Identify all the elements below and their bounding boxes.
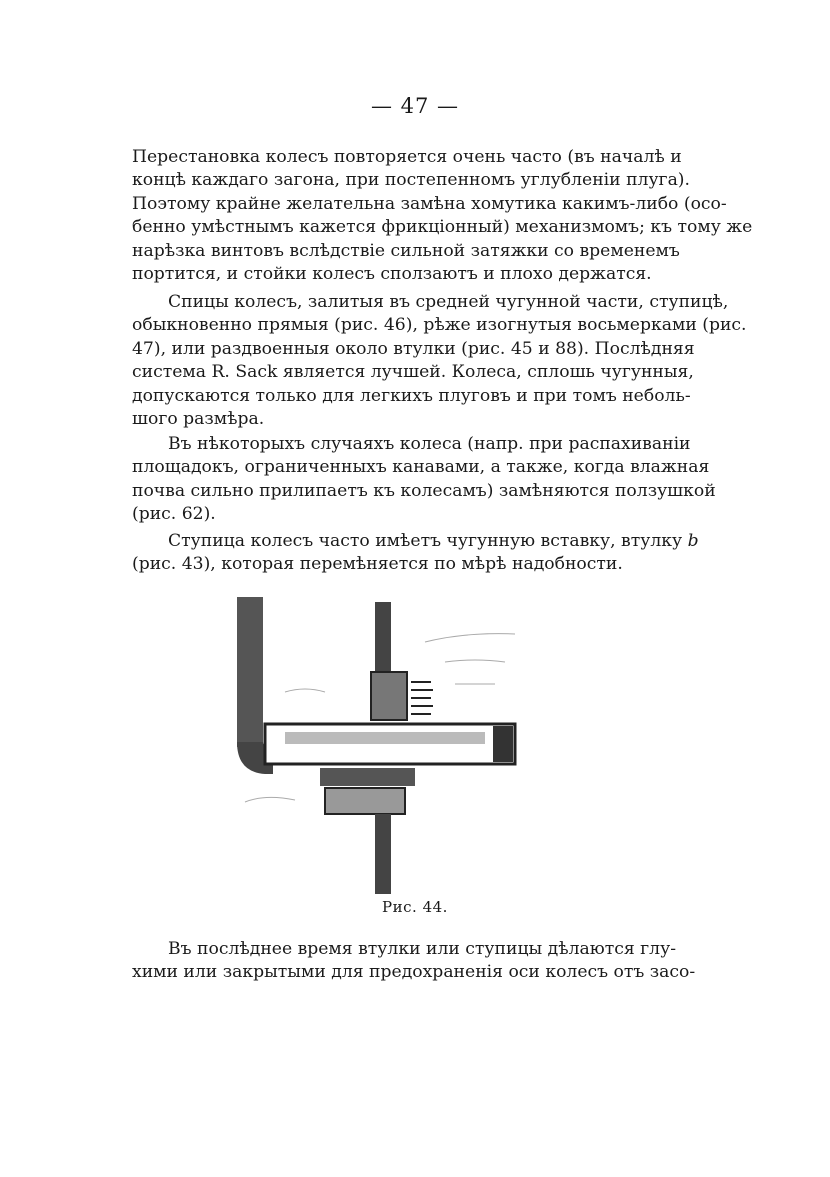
text-line: Перестановка колесъ повторяется очень часто (въ началѣ и [132,147,682,167]
figure-spindle-collar [371,672,407,720]
paragraph-3 [132,433,716,527]
figure-lower-plate [320,768,415,786]
figure-vertical-arm [237,597,263,747]
figure-caption: Рис. 44. [382,898,448,916]
figure-annotation-1 [425,634,515,684]
text-line: нарѣзка винтовъ вслѣдствіе сильной затяжки со временемъ [132,240,680,261]
text-line: (рис. 62). [132,504,216,525]
text-line-body: Ступица колесъ часто имѣетъ чугунную вставку, втулку [168,531,683,551]
figure-spring [411,682,433,714]
figure-axle-inner [285,732,485,744]
text-line: Спицы колесъ, залитыя въ средней чугунной части, ступицѣ, [168,292,729,312]
page-number: — 47 — [370,94,460,118]
text-line: хими или закрытыми для предохраненія оси колесъ отъ засо- [132,962,696,983]
text-line: Въ нѣкоторыхъ случаяхъ колеса (напр. при распахиваніи [168,434,691,454]
text-line: система R. Sack является лучшей. Колеса, сплошь чугунныя, [132,362,694,383]
text-line: допускаются только для легкихъ плуговъ и при томъ неболь- [132,385,691,406]
text-line: шого размѣра. [132,409,265,430]
text-line [132,530,699,553]
text-line: Поэтому крайне желательна замѣна хомутика какимъ-либо (осо- [132,193,727,214]
figure-axle-end [493,726,513,762]
italic-letter: b [687,531,699,551]
paragraph-2 [132,291,747,431]
text-line: бенно умѣстнымъ кажется фрикціонный) механизмомъ; къ тому же [132,217,753,238]
wheel-hub-figure [225,592,605,897]
text-line: Въ послѣднее время втулки или ступицы дѣлаются глу- [168,939,676,959]
paragraph-5 [132,938,696,985]
text-line: (рис. 43), которая перемѣняется по мѣрѣ надобности. [132,554,623,575]
paragraph-1 [132,146,753,286]
text-line: 47), или раздвоенныя около втулки (рис. 45 и 88). Послѣдняя [132,338,695,359]
text-line: портится, и стойки колесъ сползаютъ и плохо держатся. [132,264,652,285]
figure-lower-block [325,788,405,814]
figure-spindle-bottom [375,814,391,894]
text-line: почва сильно прилипаетъ къ колесамъ) замѣняются ползушкой [132,480,716,501]
text-line: концѣ каждаго загона, при постепенномъ углубленіи плуга). [132,170,690,191]
paragraph-4 [132,530,699,577]
text-line: площадокъ, ограниченныхъ канавами, а также, когда влажная [132,457,710,478]
text-line: обыкновенно прямыя (рис. 46), рѣже изогнутыя восьмерками (рис. [132,315,747,336]
